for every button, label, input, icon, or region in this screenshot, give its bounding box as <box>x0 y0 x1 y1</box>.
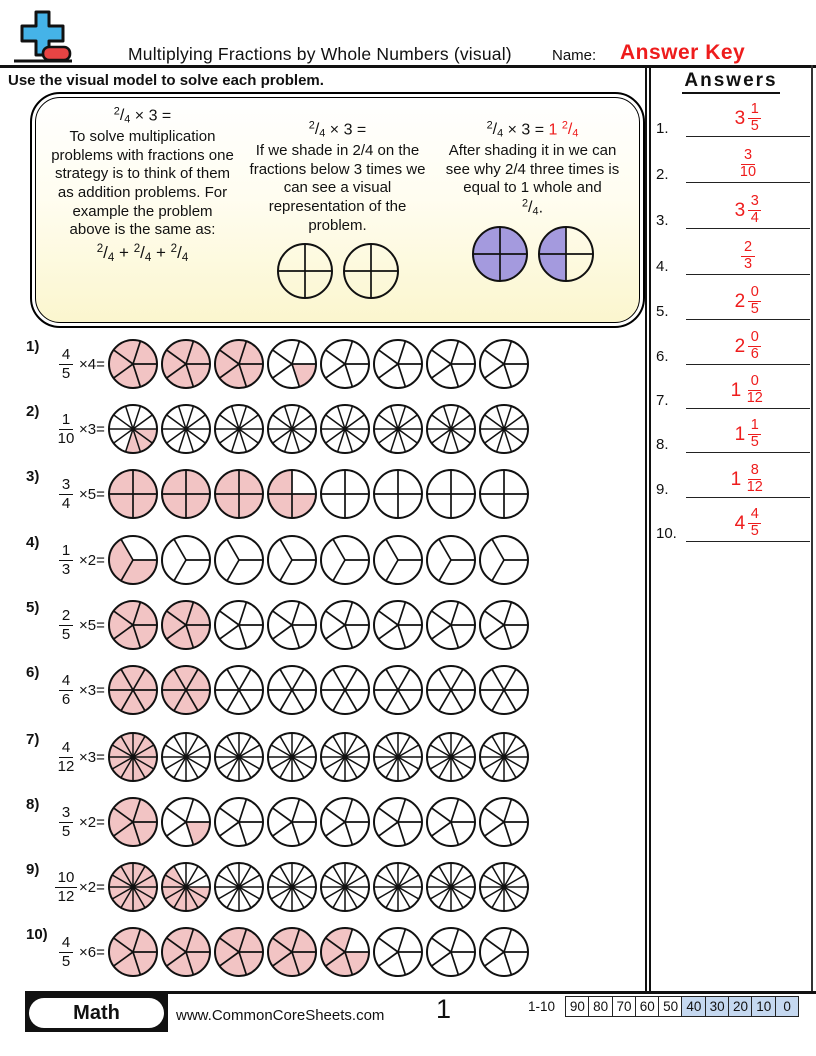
subject-badge: Math <box>29 998 164 1028</box>
answer-value: 4 4 5 <box>735 507 762 540</box>
problem-multiplier: ×4= <box>79 355 105 373</box>
inline-fraction: $^2/_4$ <box>170 242 189 264</box>
answer-value: 3 1 5 <box>735 102 762 135</box>
problem-multiplier: ×3= <box>79 681 105 699</box>
fraction-circle <box>266 731 318 783</box>
fraction-circle <box>107 796 159 848</box>
fraction-circle <box>160 599 212 651</box>
fraction-circle <box>319 403 371 455</box>
addition-formula: $^2/_4 + ^2/_4 + ^2/_4$ <box>96 242 189 264</box>
fraction-circles <box>471 225 595 283</box>
fraction-circles <box>107 534 530 586</box>
fraction-circle <box>160 338 212 390</box>
explanation-column-3 <box>440 106 625 316</box>
fraction-circles <box>107 468 530 520</box>
problem-multiplier: ×2= <box>79 878 105 896</box>
fraction-circle <box>160 468 212 520</box>
explanation-box <box>30 92 645 328</box>
problem-multiplier: ×3= <box>79 420 105 438</box>
problem-number: 8) <box>26 796 40 813</box>
fraction-circle <box>160 731 212 783</box>
fraction-circle <box>478 338 530 390</box>
answer-row <box>656 275 810 320</box>
answer-value: 2 3 <box>741 240 754 273</box>
score-cell: 70 <box>612 996 637 1017</box>
fraction-circles <box>107 861 530 913</box>
problem-multiplier: ×2= <box>79 551 105 569</box>
answer-row <box>656 453 810 498</box>
fraction-circle <box>213 338 265 390</box>
answer-line <box>686 194 810 229</box>
problem-number: 5) <box>26 599 40 616</box>
fraction-circle <box>425 534 477 586</box>
fraction-circle <box>425 861 477 913</box>
problem-multiplier: ×6= <box>79 943 105 961</box>
problem-row <box>26 729 530 785</box>
fraction-circle <box>478 403 530 455</box>
problem-fraction: $\frac{4}{6}$ <box>54 672 78 708</box>
fraction-circle <box>319 731 371 783</box>
problem-number: 10) <box>26 926 48 943</box>
inline-fraction: $^2/_4$ <box>113 106 131 127</box>
fraction-circles <box>276 242 400 300</box>
explanation-column-2 <box>245 106 430 316</box>
problem-row <box>26 466 530 522</box>
problem-row <box>26 924 530 980</box>
fraction-circle <box>478 796 530 848</box>
answer-number: 6. <box>656 348 669 365</box>
minus-icon <box>43 47 70 60</box>
inline-fraction: $^2/_4$ <box>133 242 152 264</box>
fraction-circle <box>537 225 595 283</box>
answer-number: 3. <box>656 212 669 229</box>
fraction-circle <box>425 796 477 848</box>
formula: $^2/_4 \times 3$ = <box>113 106 172 127</box>
fraction-circle <box>342 242 400 300</box>
fraction-circle <box>213 861 265 913</box>
answer-number: 8. <box>656 436 669 453</box>
fraction-circle <box>372 861 424 913</box>
answer-row <box>656 364 810 409</box>
problem-number: 2) <box>26 403 40 420</box>
problem-number: 4) <box>26 534 40 551</box>
answer-value: 1 8 12 <box>730 462 763 496</box>
fraction-circle <box>478 599 530 651</box>
answer-row <box>656 138 810 183</box>
fraction-circle <box>160 534 212 586</box>
inline-fraction: $^2/_4$ <box>486 120 504 141</box>
fraction-circle <box>266 468 318 520</box>
fraction-circle <box>107 664 159 716</box>
fraction-circle <box>319 861 371 913</box>
fraction-circle <box>213 664 265 716</box>
fraction-circle <box>372 534 424 586</box>
answer-number: 4. <box>656 258 669 275</box>
fraction-circles <box>107 403 530 455</box>
problem-multiplier: ×5= <box>79 616 105 634</box>
fraction-circle <box>213 796 265 848</box>
page-number: 1 <box>436 994 452 1024</box>
answer-row <box>656 320 810 365</box>
answer-value: 2 0 6 <box>735 330 762 363</box>
fraction-circle <box>425 926 477 978</box>
fraction-circle <box>107 861 159 913</box>
fraction-circles <box>107 731 530 783</box>
fraction-circle <box>478 664 530 716</box>
fraction-circles <box>107 796 530 848</box>
answer-row <box>656 230 810 275</box>
answers-column-divider <box>645 65 651 991</box>
problem-fraction: $\frac{1}{3}$ <box>54 542 78 578</box>
formula: $^2/_4 \times 3 = 1$ $^2/_4$ <box>486 120 579 141</box>
page-edge-line <box>811 65 813 991</box>
score-table <box>565 996 799 1017</box>
fraction-circle <box>478 731 530 783</box>
fraction-circle <box>266 664 318 716</box>
problem-row <box>26 532 530 588</box>
fraction-circle <box>372 338 424 390</box>
score-cell: 40 <box>681 996 706 1017</box>
score-cell: 60 <box>635 996 660 1017</box>
answer-number: 7. <box>656 392 669 409</box>
answer-row <box>656 497 810 542</box>
formula-result: 1 $^2/_4$ <box>548 120 579 141</box>
answer-value: 1 1 5 <box>735 418 762 451</box>
answer-value: 3 10 <box>739 147 757 181</box>
fraction-circle <box>160 403 212 455</box>
problem-number: 6) <box>26 664 40 681</box>
fraction-circle <box>107 403 159 455</box>
fraction-circle <box>425 403 477 455</box>
instruction-text: Use the visual model to solve each problem. <box>8 72 324 89</box>
plus-minus-logo-icon <box>12 8 74 66</box>
problem-fraction: $\frac{10}{12}$ <box>54 869 78 905</box>
problem-fraction: $\frac{4}{12}$ <box>57 738 75 775</box>
answer-row <box>656 408 810 453</box>
fraction-circle <box>425 338 477 390</box>
score-cell: 20 <box>728 996 753 1017</box>
fraction-circle <box>319 534 371 586</box>
explanation-column-1 <box>50 106 235 316</box>
answer-line <box>686 374 810 409</box>
answer-line <box>686 330 810 365</box>
fraction-circle <box>372 796 424 848</box>
problem-fraction: $\frac{4}{5}$ <box>54 346 78 382</box>
fraction-circle <box>213 403 265 455</box>
problem-number: 3) <box>26 468 40 485</box>
fraction-circle <box>471 225 529 283</box>
answer-line <box>686 285 810 320</box>
fraction-circle <box>213 534 265 586</box>
fraction-circle <box>372 403 424 455</box>
subject-badge-box <box>25 994 168 1032</box>
score-range-label: 1-10 <box>528 999 556 1014</box>
problem-number: 7) <box>26 731 40 748</box>
fraction-circle <box>213 731 265 783</box>
fraction-circles <box>107 599 530 651</box>
fraction-circle <box>276 242 334 300</box>
answer-number: 2. <box>656 166 669 183</box>
fraction-circle <box>319 926 371 978</box>
inline-fraction: $^2/_4$. <box>521 197 544 219</box>
score-cell: 0 <box>775 996 800 1017</box>
fraction-circle <box>107 468 159 520</box>
fraction-circle <box>160 861 212 913</box>
fraction-circle <box>478 861 530 913</box>
answer-row <box>656 184 810 229</box>
answer-number: 5. <box>656 303 669 320</box>
inline-fraction: $^2/_4$ <box>521 197 539 219</box>
fraction-circle <box>160 796 212 848</box>
fraction-circle <box>478 468 530 520</box>
score-cell: 30 <box>705 996 730 1017</box>
formula: $^2/_4 \times 3$ = <box>308 120 367 141</box>
fraction-circle <box>319 664 371 716</box>
problem-fraction: $\frac{1}{10}$ <box>57 410 75 447</box>
fraction-circle <box>160 664 212 716</box>
fraction-circle <box>319 599 371 651</box>
problem-row <box>26 794 530 850</box>
answer-value: 2 0 5 <box>735 285 762 318</box>
fraction-circle <box>425 468 477 520</box>
fraction-circle <box>213 599 265 651</box>
answer-line <box>686 148 810 183</box>
fraction-circle <box>107 926 159 978</box>
answer-number: 10. <box>656 525 677 542</box>
answer-value: 3 3 4 <box>735 194 762 227</box>
score-cell: 90 <box>565 996 590 1017</box>
fraction-circle <box>372 664 424 716</box>
problem-row <box>26 597 530 653</box>
fraction-circle <box>425 731 477 783</box>
fraction-circle <box>319 468 371 520</box>
fraction-circles <box>107 664 530 716</box>
fraction-circle <box>213 468 265 520</box>
fraction-circle <box>425 599 477 651</box>
answer-number: 1. <box>656 120 669 137</box>
problem-fraction: $\frac{4}{5}$ <box>54 934 78 970</box>
problem-row <box>26 662 530 718</box>
problem-row <box>26 336 530 392</box>
fraction-circles <box>107 926 530 978</box>
answer-value: 1 0 12 <box>730 373 763 407</box>
fraction-circle <box>266 926 318 978</box>
problem-multiplier: ×2= <box>79 813 105 831</box>
problem-fraction: $\frac{2}{5}$ <box>54 607 78 643</box>
name-label: Name: <box>552 47 597 64</box>
problem-multiplier: ×5= <box>79 485 105 503</box>
score-cell: 80 <box>588 996 613 1017</box>
fraction-circle <box>213 926 265 978</box>
fraction-circle <box>107 599 159 651</box>
fraction-circle <box>478 926 530 978</box>
score-cell: 10 <box>751 996 776 1017</box>
explanation-text: If we shade in 2/4 on the fractions below 3 times we can see a visual representation of the problem. <box>249 142 426 234</box>
explanation-box-inner <box>35 97 640 323</box>
problem-fraction: $\frac{3}{5}$ <box>54 804 78 840</box>
score-cell: 50 <box>658 996 683 1017</box>
fraction-circle <box>266 338 318 390</box>
fraction-circle <box>266 534 318 586</box>
problem-number: 9) <box>26 861 40 878</box>
fraction-circle <box>107 534 159 586</box>
inline-fraction: $^2/_4$ <box>308 120 326 141</box>
problem-row <box>26 401 530 457</box>
page-title: Multiplying Fractions by Whole Numbers (visual) <box>128 44 512 64</box>
explanation-text: To solve multiplication problems with fractions one strategy is to think of them as addition problems. For example the problem above is the same as: <box>51 128 234 239</box>
fraction-circle <box>372 926 424 978</box>
fraction-circles <box>107 338 530 390</box>
answer-line <box>686 102 810 137</box>
answer-line <box>686 507 810 542</box>
fraction-circle <box>107 338 159 390</box>
fraction-circle <box>372 731 424 783</box>
fraction-circle <box>266 796 318 848</box>
header-divider <box>0 65 816 68</box>
problem-number: 1) <box>26 338 40 355</box>
answer-line <box>686 463 810 498</box>
fraction-circle <box>319 796 371 848</box>
fraction-circle <box>266 403 318 455</box>
problem-row <box>26 859 530 915</box>
answer-row <box>656 92 810 137</box>
answer-line <box>686 418 810 453</box>
problem-fraction: $\frac{3}{4}$ <box>54 476 78 512</box>
fraction-circle <box>266 599 318 651</box>
answers-header: Answers <box>651 70 811 92</box>
fraction-circle <box>266 861 318 913</box>
fraction-circle <box>478 534 530 586</box>
site-url: www.CommonCoreSheets.com <box>176 1007 385 1024</box>
explanation-text: After shading it in we can see why 2/4 three times is equal to 1 whole and <box>445 142 620 197</box>
answer-line <box>686 240 810 275</box>
problem-multiplier: ×3= <box>79 748 105 766</box>
inline-fraction: $^2/_4$ <box>96 242 115 264</box>
fraction-circle <box>372 468 424 520</box>
fraction-circle <box>160 926 212 978</box>
fraction-circle <box>425 664 477 716</box>
inline-fraction: $^2/_4$ <box>561 120 579 141</box>
fraction-circle <box>107 731 159 783</box>
fraction-circle <box>372 599 424 651</box>
answer-number: 9. <box>656 481 669 498</box>
fraction-circle <box>319 338 371 390</box>
answer-key-badge: Answer Key <box>620 41 746 64</box>
